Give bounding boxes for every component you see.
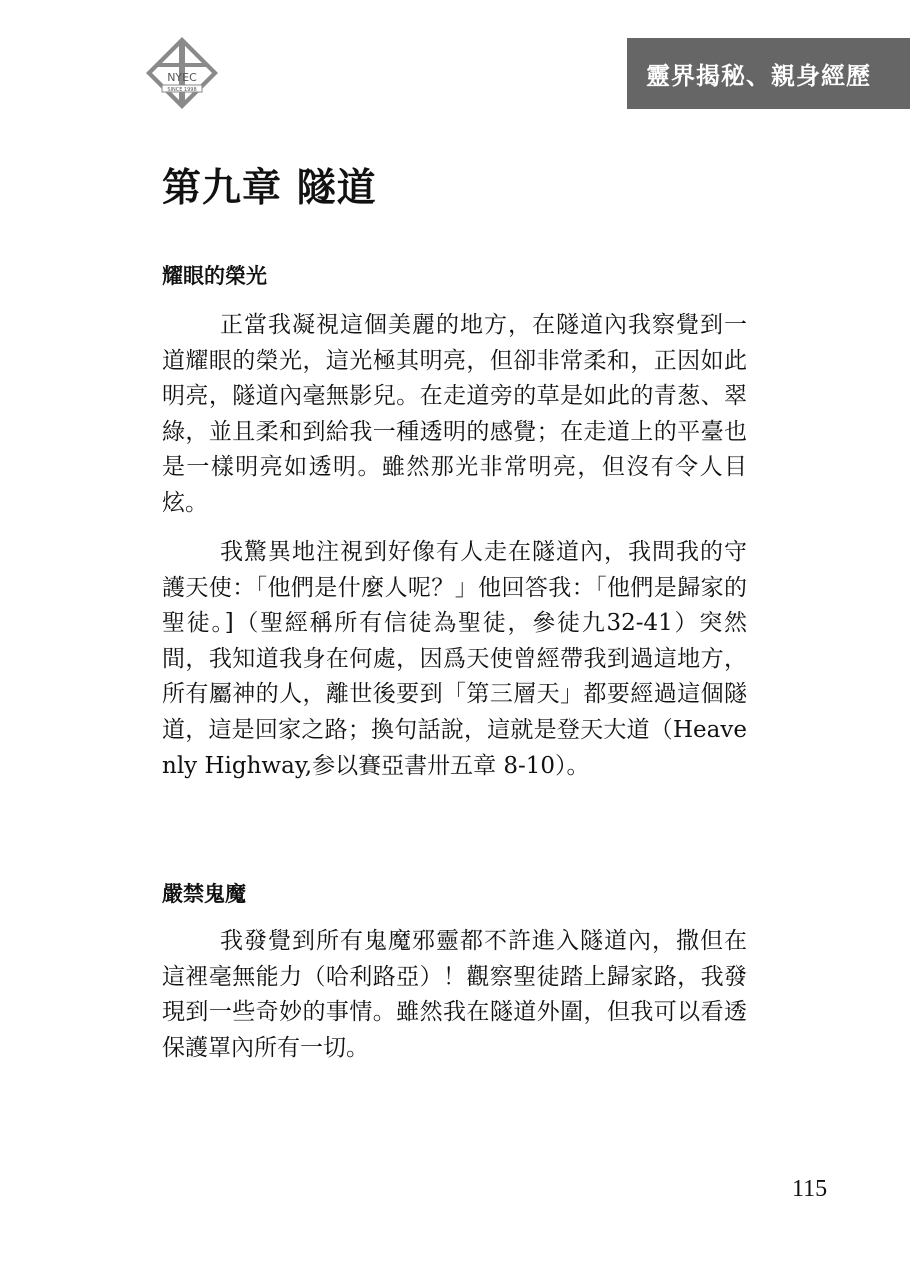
paragraph: 我驚異地注視到好像有人走在隧道內，我問我的守護天使：「他們是什麼人呢？」他回答我：「他們是歸家的聖徒。]（聖經稱所有信徒為聖徒，參徒九32-41）突然間，我知道我身在何處，因爲天使曾經帶我到過這地方，所有屬神的人，離世後要到「第三層天」都要經過這個隧道，這是回家之路；換句話說，這就是登天大道（Heavenly Highway,参以賽亞書卅五章 8-10）。 (162, 539, 747, 779)
paragraph: 我發覺到所有鬼魔邪靈都不許進入隧道內，撒但在這裡毫無能力（哈利路亞）！觀察聖徒踏上歸家路，我發現到一些奇妙的事情。雖然我在隧道外圍，但我可以看透保護罩內所有一切。 (162, 928, 747, 1061)
section-heading-demons: 嚴禁鬼魔 (162, 882, 246, 906)
paragraph: 正當我凝視這個美麗的地方，在隧道內我察覺到一道耀眼的榮光，這光極其明亮，但卻非常柔和，正因如此明亮，隧道內毫無影兒。在走道旁的草是如此的青葱、翠綠，並且柔和到給我一種透明的感覺；在走道上的平臺也是一樣明亮如透明。雖然那光非常明亮，但沒有令人目炫。 (162, 312, 747, 516)
logo-subtext: SINCE 1998 (167, 87, 197, 93)
chapter-title: 第九章 隧道 (162, 166, 377, 211)
logo-text: NYEC (167, 71, 197, 84)
publisher-logo (140, 35, 224, 109)
section-heading-glory: 耀眼的榮光 (162, 264, 267, 288)
book-title: 靈界揭秘、親身經歷 (646, 62, 871, 90)
book-title-banner (627, 38, 910, 109)
page-number: 115 (792, 1176, 828, 1202)
